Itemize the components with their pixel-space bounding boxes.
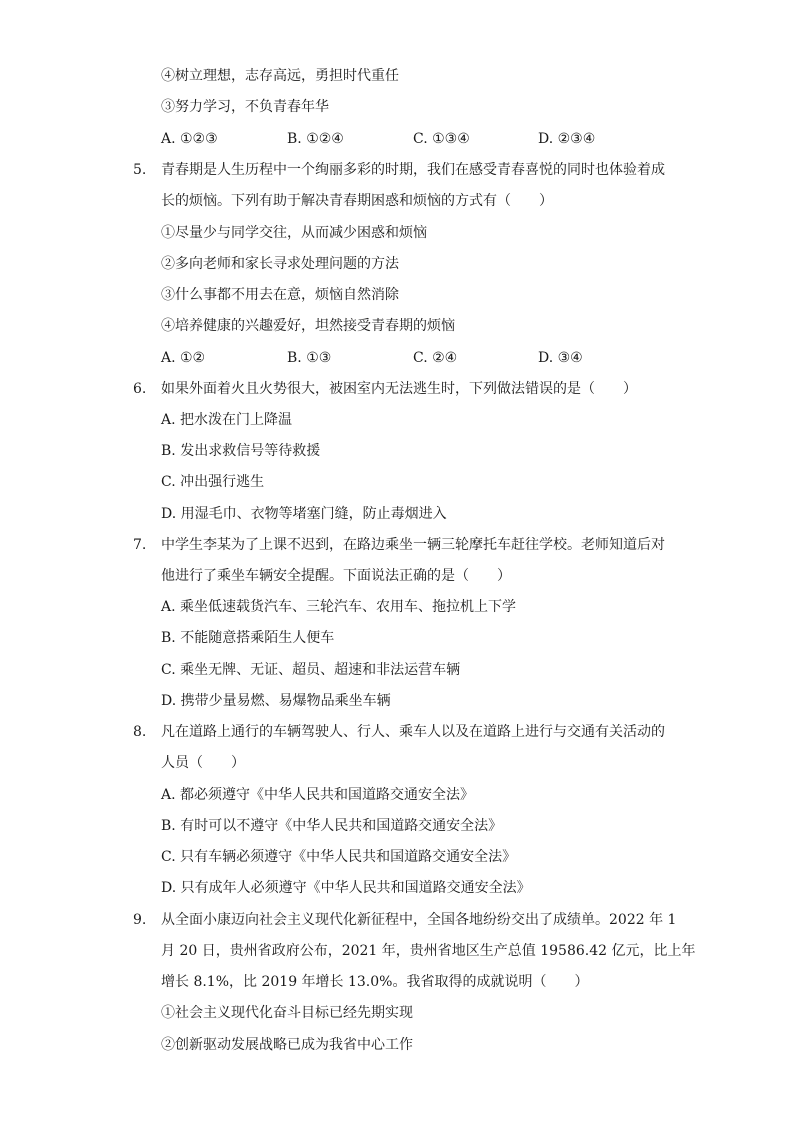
q9-number: 9. — [133, 912, 147, 928]
q4-statement-3: ③努力学习，不负青春年华 — [161, 99, 329, 115]
q9-statement-2: ②创新驱动发展战略已成为我省中心工作 — [161, 1037, 413, 1053]
q6-option-b: B. 发出求救信号等待救援 — [161, 443, 321, 459]
q5-option-a: A. ①② — [161, 350, 206, 366]
q6-stem: 如果外面着火且火势很大，被困室内无法逃生时，下列做法错误的是（ ） — [161, 381, 637, 397]
q8-option-c: C. 只有车辆必须遵守《中华人民共和国道路交通安全法》 — [161, 849, 517, 865]
q8-stem-line2: 人员（ ） — [161, 755, 245, 771]
q8-option-b: B. 有时可以不遵守《中华人民共和国道路交通安全法》 — [161, 818, 503, 834]
q7-option-a: A. 乘坐低速载货汽车、三轮汽车、农用车、拖拉机上下学 — [161, 599, 517, 615]
q6-number: 6. — [133, 381, 147, 397]
q8-stem-line1: 凡在道路上通行的车辆驾驶人、行人、乘车人以及在道路上进行与交通有关活动的 — [161, 724, 665, 740]
q5-statement-2: ②多向老师和家长寻求处理问题的方法 — [161, 256, 399, 272]
q5-number: 5. — [133, 162, 147, 178]
q5-stem-line1: 青春期是人生历程中一个绚丽多彩的时期，我们在感受青春喜悦的同时也体验着成 — [161, 162, 665, 178]
q4-option-d: D. ②③④ — [538, 131, 596, 147]
q4-statement-4: ④树立理想，志存高远，勇担时代重任 — [161, 68, 399, 84]
q5-statement-1: ①尽量少与同学交往，从而减少困惑和烦恼 — [161, 225, 427, 241]
q7-stem-line2: 他进行了乘坐车辆安全提醒。下面说法正确的是（ ） — [161, 568, 511, 584]
q5-option-b: B. ①③ — [287, 350, 332, 366]
q8-option-d: D. 只有成年人必须遵守《中华人民共和国道路交通安全法》 — [161, 880, 531, 896]
q7-number: 7. — [133, 537, 147, 553]
q7-option-c: C. 乘坐无牌、无证、超员、超速和非法运营车辆 — [161, 662, 461, 678]
q4-option-b: B. ①②④ — [287, 131, 344, 147]
q9-stem-line1: 从全面小康迈向社会主义现代化新征程中，全国各地纷纷交出了成绩单。2022 年 1 — [161, 912, 677, 928]
q5-statement-4: ④培养健康的兴趣爱好，坦然接受青春期的烦恼 — [161, 318, 455, 334]
q7-option-b: B. 不能随意搭乘陌生人便车 — [161, 630, 335, 646]
q6-option-a: A. 把水泼在门上降温 — [161, 412, 293, 428]
q7-option-d: D. 携带少量易燃、易爆物品乘坐车辆 — [161, 693, 391, 709]
q8-number: 8. — [133, 724, 147, 740]
q5-option-c: C. ②④ — [413, 350, 458, 366]
q7-stem-line1: 中学生李某为了上课不迟到，在路边乘坐一辆三轮摩托车赶往学校。老师知道后对 — [161, 537, 665, 553]
q6-option-c: C. 冲出强行逃生 — [161, 474, 265, 490]
q5-statement-3: ③什么事都不用去在意，烦恼自然消除 — [161, 287, 399, 303]
q6-option-d: D. 用湿毛巾、衣物等堵塞门缝，防止毒烟进入 — [161, 506, 447, 522]
q5-stem-line2: 长的烦恼。下列有助于解决青春期困惑和烦恼的方式有（ ） — [161, 193, 553, 209]
q9-statement-1: ①社会主义现代化奋斗目标已经先期实现 — [161, 1005, 413, 1021]
q5-option-d: D. ③④ — [538, 350, 583, 366]
q9-stem-line3: 增长 8.1%，比 2019 年增长 13.0%。我省取得的成就说明（ ） — [161, 974, 589, 990]
q8-option-a: A. 都必须遵守《中华人民共和国道路交通安全法》 — [161, 787, 475, 803]
q4-option-a: A. ①②③ — [161, 131, 218, 147]
q4-option-c: C. ①③④ — [413, 131, 470, 147]
q9-stem-line2: 月 20 日，贵州省政府公布，2021 年，贵州省地区生产总值 19586.42 亿元，比上年 — [161, 943, 696, 959]
